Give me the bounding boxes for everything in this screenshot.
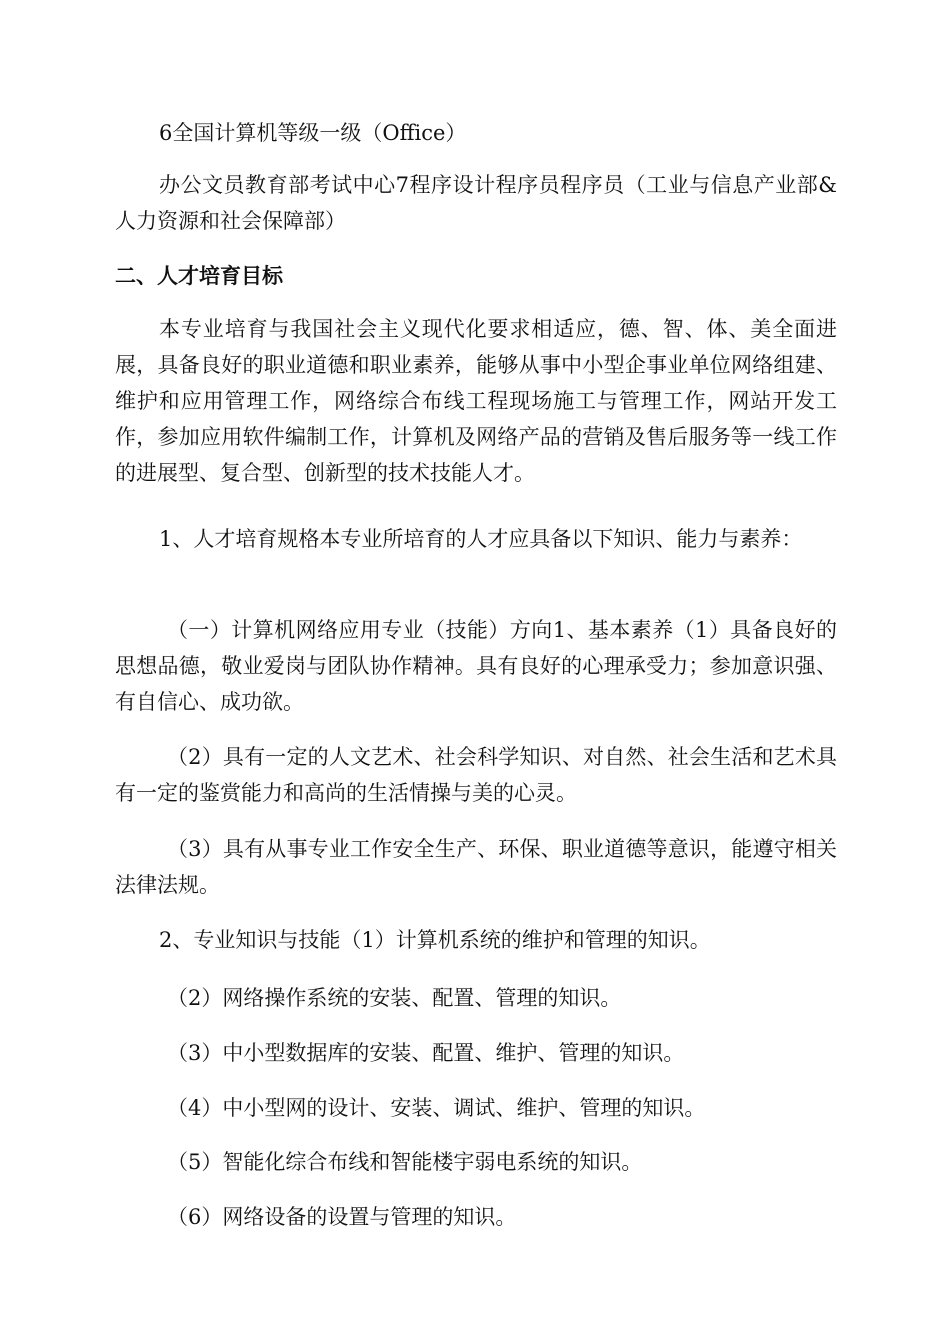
- paragraph-basic-quality-3: （3）具有从事专业工作安全生产、环保、职业道德等意识，能遵守相关法律法规。: [115, 837, 837, 897]
- paragraph-training-spec: 1、人才培育规格本专业所培育的人才应具备以下知识、能力与素养：: [159, 527, 803, 551]
- section-heading-training-goals: 二、人才培育目标: [115, 264, 283, 288]
- paragraph-certificate-programmer: 办公文员教育部考试中心7程序设计程序员程序员（工业与信息产业部&人力资源和社会保障部）: [115, 173, 837, 233]
- paragraph-skill-1: 2、专业知识与技能（1）计算机系统的维护和管理的知识。: [159, 928, 711, 952]
- paragraph-skill-5: （5）智能化综合布线和智能楼宇弱电系统的知识。: [167, 1150, 643, 1174]
- paragraph-skill-3: （3）中小型数据库的安装、配置、维护、管理的知识。: [167, 1041, 685, 1065]
- paragraph-skill-2: （2）网络操作系统的安装、配置、管理的知识。: [167, 986, 622, 1010]
- paragraph-basic-quality-1: （一）计算机网络应用专业（技能）方向1、基本素养（1）具备良好的思想品德，敬业爱岗与团队协作精神。具有良好的心理承受力；参加意识强、有自信心、成功欲。: [115, 618, 837, 714]
- paragraph-skill-6: （6）网络设备的设置与管理的知识。: [167, 1205, 517, 1229]
- paragraph-basic-quality-2: （2）具有一定的人文艺术、社会科学知识、对自然、社会生活和艺术具有一定的鉴赏能力和高尚的生活情操与美的心灵。: [115, 745, 837, 805]
- paragraph-certificate-office: 6全国计算机等级一级（Office）: [159, 121, 467, 145]
- paragraph-skill-4: （4）中小型网的设计、安装、调试、维护、管理的知识。: [167, 1096, 706, 1120]
- paragraph-training-goal: 本专业培育与我国社会主义现代化要求相适应，德、智、体、美全面进展，具备良好的职业道德和职业素养，能够从事中小型企事业单位网络组建、维护和应用管理工作，网络综合布线工程现场施工与管理工作，网站开发工作，参加应用软件编制工作，计算机及网络产品的营销及售后服务等一线工作的进展型、复合型、创新型的技术技能人才。: [115, 317, 837, 485]
